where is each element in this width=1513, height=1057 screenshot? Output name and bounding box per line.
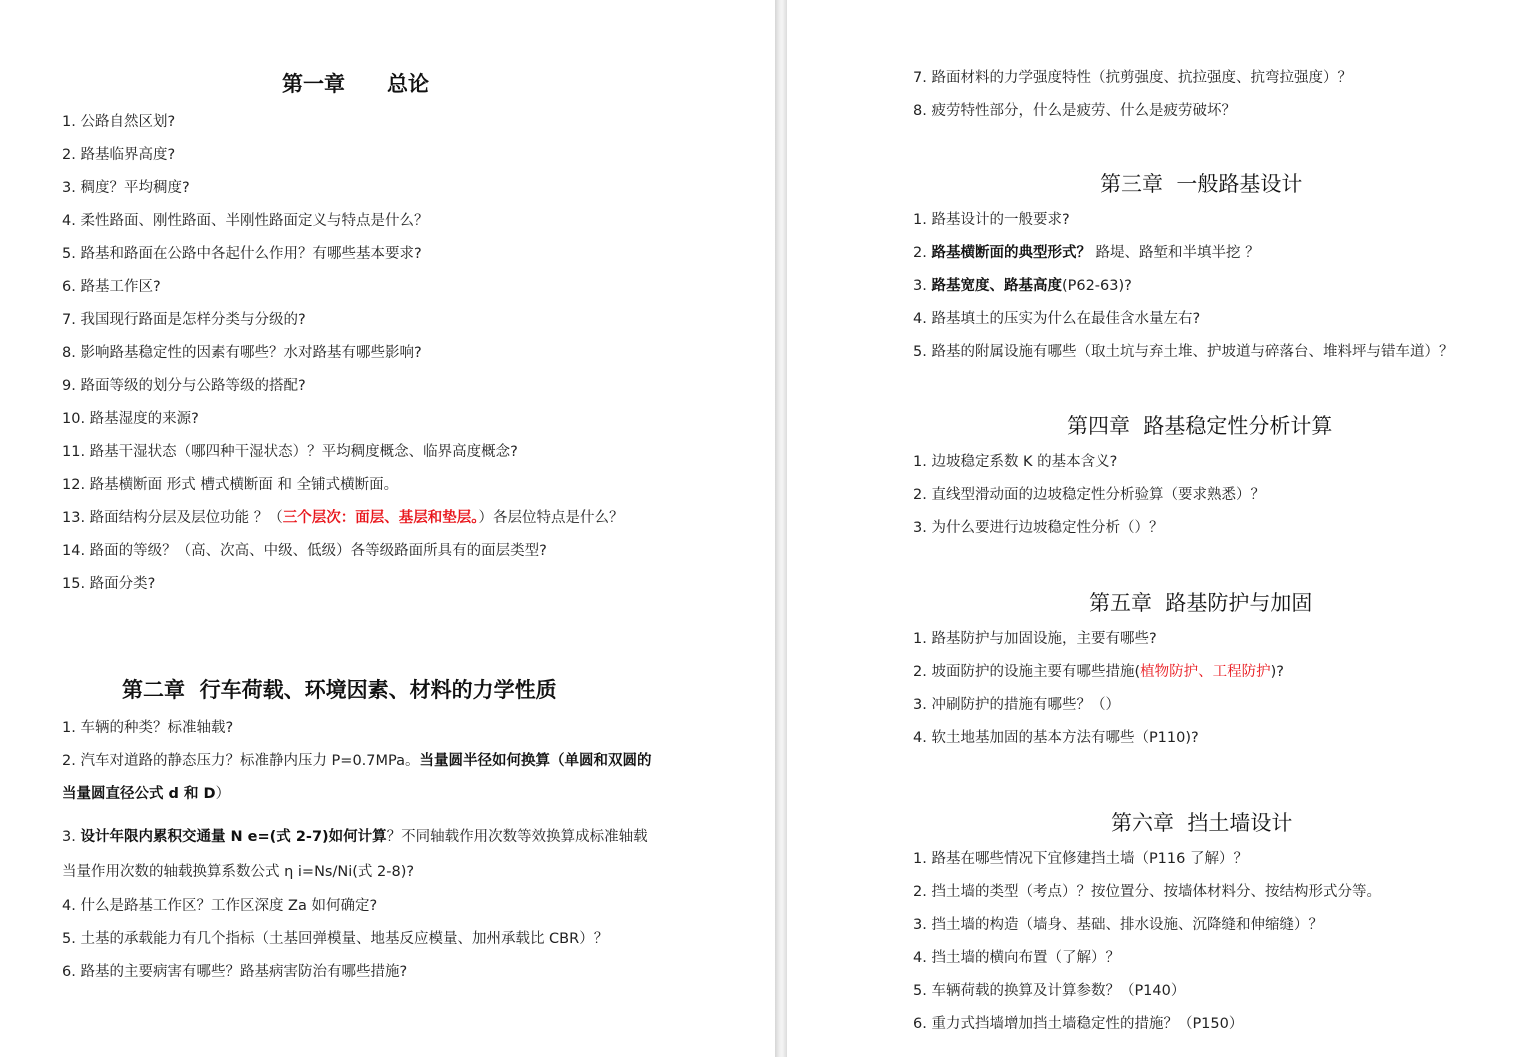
item-text: ）: [215, 786, 231, 802]
chapter-3-questions: [913, 204, 1503, 369]
item-text: 3.: [913, 278, 932, 294]
list-item: 3. 挡土墙的构造（墙身、基础、排水设施、沉降缝和伸缩缝）？: [913, 917, 1323, 933]
chapter-2-continued: [913, 62, 1503, 128]
item-text: (P62-63)?: [1061, 278, 1132, 294]
chapter-2: [62, 672, 662, 989]
chapter-6: [913, 805, 1503, 1041]
list-item: 6. 路基的主要病害有哪些？路基病害防治有哪些措施?: [62, 964, 408, 980]
list-item: [913, 237, 1503, 270]
list-item: 5. 土基的承载能力有几个指标（土基回弹模量、地基反应模量、加州承载比 CBR）？: [62, 931, 609, 947]
chapter-2-title: 第二章 行车荷载、环境因素、材料的力学性质: [122, 678, 557, 702]
bold-text: 当量圆半径如何换算（单圆和双圆的当量圆直径公式 d 和 D: [62, 753, 652, 802]
chapter-1: [62, 66, 662, 601]
list-item: 15. 路面分类?: [62, 576, 156, 592]
list-item: [62, 502, 652, 535]
list-item: 8. 影响路基稳定性的因素有哪些？水对路基有哪些影响?: [62, 345, 422, 361]
highlighted-answer: 植物防护、工程防护: [1140, 664, 1271, 680]
list-item: 9. 路面等级的划分与公路等级的搭配?: [62, 378, 306, 394]
item-text: ？不同轴载作用次数等效换算成标准轴载当量作用次数的轴载换算系数公式 η i=Ns/Ni(式 2-8)?: [62, 829, 648, 880]
list-item: 1. 路基设计的一般要求?: [913, 212, 1070, 228]
list-item: 1. 路基防护与加固设施，主要有哪些?: [913, 631, 1157, 647]
list-item: [913, 270, 1503, 303]
highlighted-answer: 三个层次：面层、基层和垫层。: [282, 510, 479, 526]
chapter-2-questions-continued: [913, 62, 1503, 128]
chapter-4: [913, 408, 1503, 545]
list-item: 5. 路基的附属设施有哪些（取土坑与弃土堆、护坡道与碎落台、堆料坪与错车道）？: [913, 344, 1454, 360]
list-item: 7. 我国现行路面是怎样分类与分级的?: [62, 312, 306, 328]
chapter-1-title: 第一章 总论: [282, 72, 429, 96]
list-item: [913, 656, 1503, 689]
list-item: 2. 直线型滑动面的边坡稳定性分析验算（要求熟悉）？: [913, 487, 1265, 503]
item-text: 2.: [913, 245, 932, 261]
list-item: 5. 车辆荷载的换算及计算参数？（P140）: [913, 983, 1186, 999]
chapter-2-questions: [62, 712, 662, 989]
item-text: 路堤、路堑和半填半挖 ？: [1090, 245, 1260, 261]
item-text: 13. 路面结构分层及层位功能 ？（: [62, 510, 283, 526]
chapter-1-questions: [62, 106, 662, 601]
chapter-5: [913, 585, 1503, 755]
list-item: 6. 重力式挡墙增加挡土墙稳定性的措施？（P150）: [913, 1016, 1244, 1032]
bold-text: 设计年限内累积交通量 N e=(式 2-7)如何计算: [80, 829, 387, 845]
item-text: )?: [1270, 664, 1284, 680]
list-item: 11. 路基干湿状态（哪四种干湿状态）？平均稠度概念、临界高度概念?: [62, 444, 518, 460]
list-item: 4. 路基填土的压实为什么在最佳含水量左右?: [913, 311, 1201, 327]
chapter-6-questions: [913, 843, 1503, 1041]
item-text: 2. 坡面防护的设施主要有哪些措施(: [913, 664, 1141, 680]
list-item: 8. 疲劳特性部分，什么是疲劳、什么是疲劳破坏？: [913, 103, 1236, 119]
item-text: 2. 汽车对道路的静态压力？标准静内压力 P=0.7MPa。: [62, 753, 420, 769]
chapter-3-title: 第三章 一般路基设计: [1100, 172, 1303, 196]
list-item: 10. 路基湿度的来源?: [62, 411, 199, 427]
list-item: 1. 边坡稳定系数 K 的基本含义?: [913, 454, 1118, 470]
chapter-4-questions: [913, 446, 1503, 545]
list-item: 1. 公路自然区划?: [62, 114, 176, 130]
list-item: 4. 什么是路基工作区？工作区深度 Za 如何确定?: [62, 898, 378, 914]
list-item: 4. 软土地基加固的基本方法有哪些（P110)?: [913, 730, 1199, 746]
list-item: 1. 车辆的种类？标准轴载?: [62, 720, 234, 736]
chapter-5-questions: [913, 623, 1503, 755]
list-item: 4. 柔性路面、刚性路面、半刚性路面定义与特点是什么？: [62, 213, 429, 229]
list-item: 3. 稠度？平均稠度?: [62, 180, 190, 196]
list-item: 7. 路面材料的力学强度特性（抗剪强度、抗拉强度、抗弯拉强度）？: [913, 70, 1352, 86]
list-item: 6. 路基工作区?: [62, 279, 161, 295]
chapter-5-title: 第五章 路基防护与加固: [1089, 591, 1313, 615]
list-item: 2. 挡土墙的类型（考点）？按位置分、按墙体材料分、按结构形式分等。: [913, 884, 1381, 900]
item-text: 3.: [62, 829, 81, 845]
list-item: 5. 路基和路面在公路中各起什么作用？有哪些基本要求?: [62, 246, 422, 262]
list-item: 12. 路基横断面 形式 槽式横断面 和 全铺式横断面。: [62, 477, 399, 493]
list-item: 14. 路面的等级？（高、次高、中级、低级）各等级路面所具有的面层类型?: [62, 543, 547, 559]
chapter-6-title: 第六章 挡土墙设计: [1111, 811, 1293, 835]
chapter-3: [913, 166, 1503, 369]
list-item: [62, 745, 652, 811]
list-item: 3. 为什么要进行边坡稳定性分析（）？: [913, 520, 1164, 536]
page-gutter: [775, 0, 787, 1057]
list-item: 2. 路基临界高度?: [62, 147, 176, 163]
right-page: [787, 0, 1513, 1057]
list-item: 1. 路基在哪些情况下宜修建挡土墙（P116 了解）？: [913, 851, 1248, 867]
bold-text: 路基横断面的典型形式？: [931, 245, 1091, 261]
bold-text: 路基宽度、路基高度: [931, 278, 1062, 294]
chapter-4-title: 第四章 路基稳定性分析计算: [1067, 414, 1333, 438]
item-text: ）各层位特点是什么？: [478, 510, 624, 526]
list-item: 4. 挡土墙的横向布置（了解）？: [913, 950, 1120, 966]
list-item: 3. 冲刷防护的措施有哪些？（）: [913, 697, 1120, 713]
list-item: [62, 820, 652, 890]
